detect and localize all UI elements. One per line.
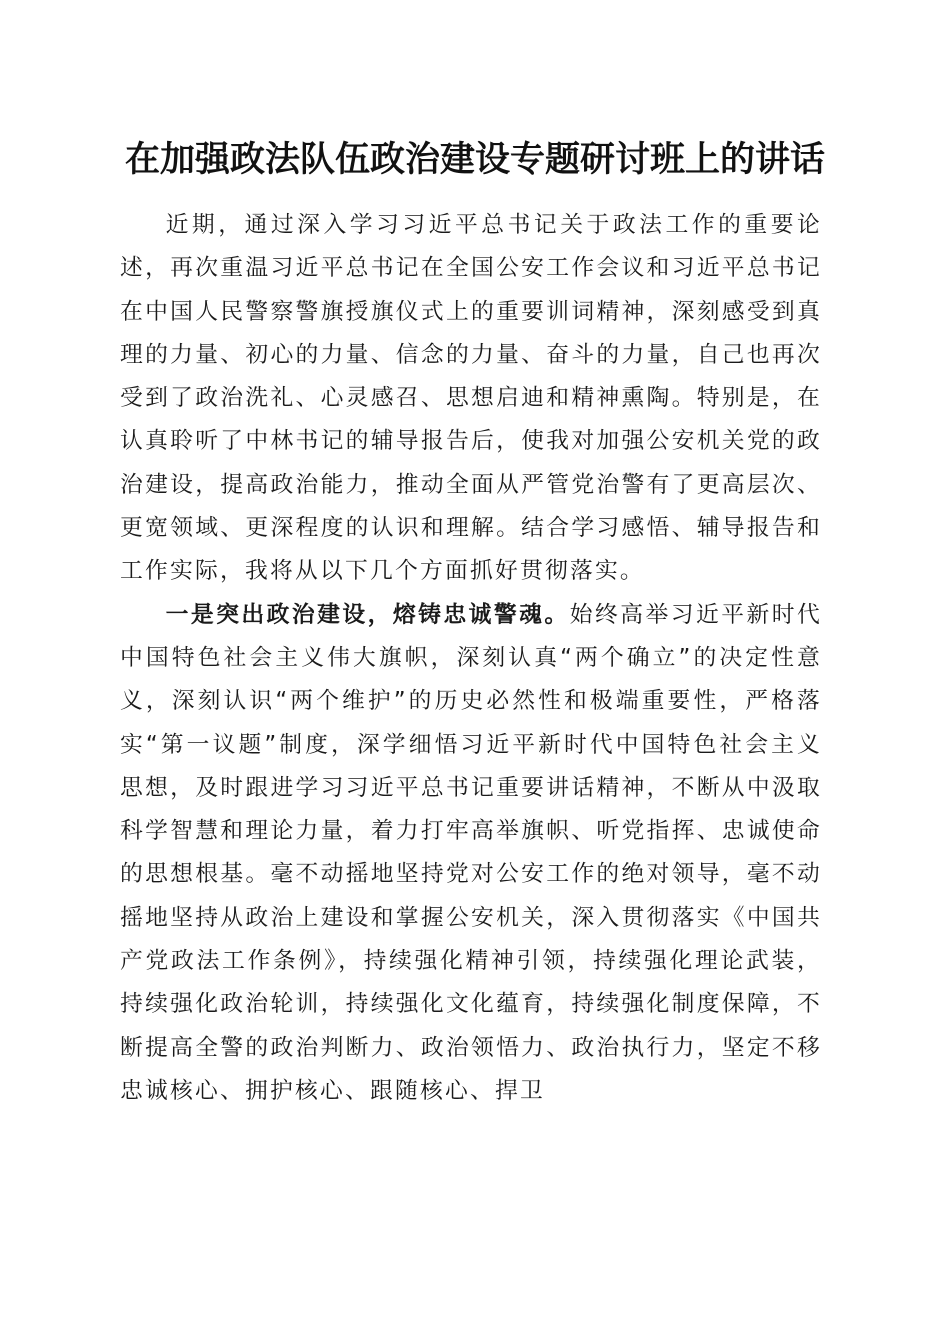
- paragraph-heading: 一是突出政治建设，熔铸忠诚警魂。: [165, 601, 570, 628]
- document-body: [120, 204, 822, 1113]
- paragraph-point-one: [120, 594, 822, 1114]
- paragraph-text: 始终高举习近平新时代中国特色社会主义伟大旗帜，深刻认真“两个确立”的决定性意义，深刻认识“两个维护”的历史必然性和极端重要性，严格落实“第一议题”制度，深学细悟习近平新时代中国特色社会主义思想，及时跟进学习习近平总书记重要讲话精神，不断从中汲取科学智慧和理论力量，着力打牢高举旗帜、听党指挥、忠诚使命的思想根基。毫不动摇地坚持党对公安工作的绝对领导，毫不动摇地坚持从政治上建设和掌握公安机关，深入贯彻落实《中国共产党政法工作条例》，持续强化精神引领，持续强化理论武装，持续强化政治轮训，持续强化文化蕴育，持续强化制度保障，不断提高全警的政治判断力、政治领悟力、政治执行力，坚定不移忠诚核心、拥护核心、跟随核心、捍卫: [120, 601, 823, 1104]
- paragraph-intro: [120, 204, 822, 594]
- page-title: 在加强政法队伍政治建设专题研讨班上的讲话: [124, 139, 825, 180]
- paragraph-text: 近期，通过深入学习习近平总书记关于政法工作的重要论述，再次重温习近平总书记在全国公安工作会议和习近平总书记在中国人民警察警旗授旗仪式上的重要训词精神，深刻感受到真理的力量、初心的力量、信念的力量、奋斗的力量，自己也再次受到了政治洗礼、心灵感召、思想启迪和精神熏陶。特别是，在认真聆听了中林书记的辅导报告后，使我对加强公安机关党的政治建设，提高政治能力，推动全面从严管党治警有了更高层次、更宽领域、更深程度的认识和理解。结合学习感悟、辅导报告和工作实际，我将从以下几个方面抓好贯彻落实。: [120, 212, 822, 585]
